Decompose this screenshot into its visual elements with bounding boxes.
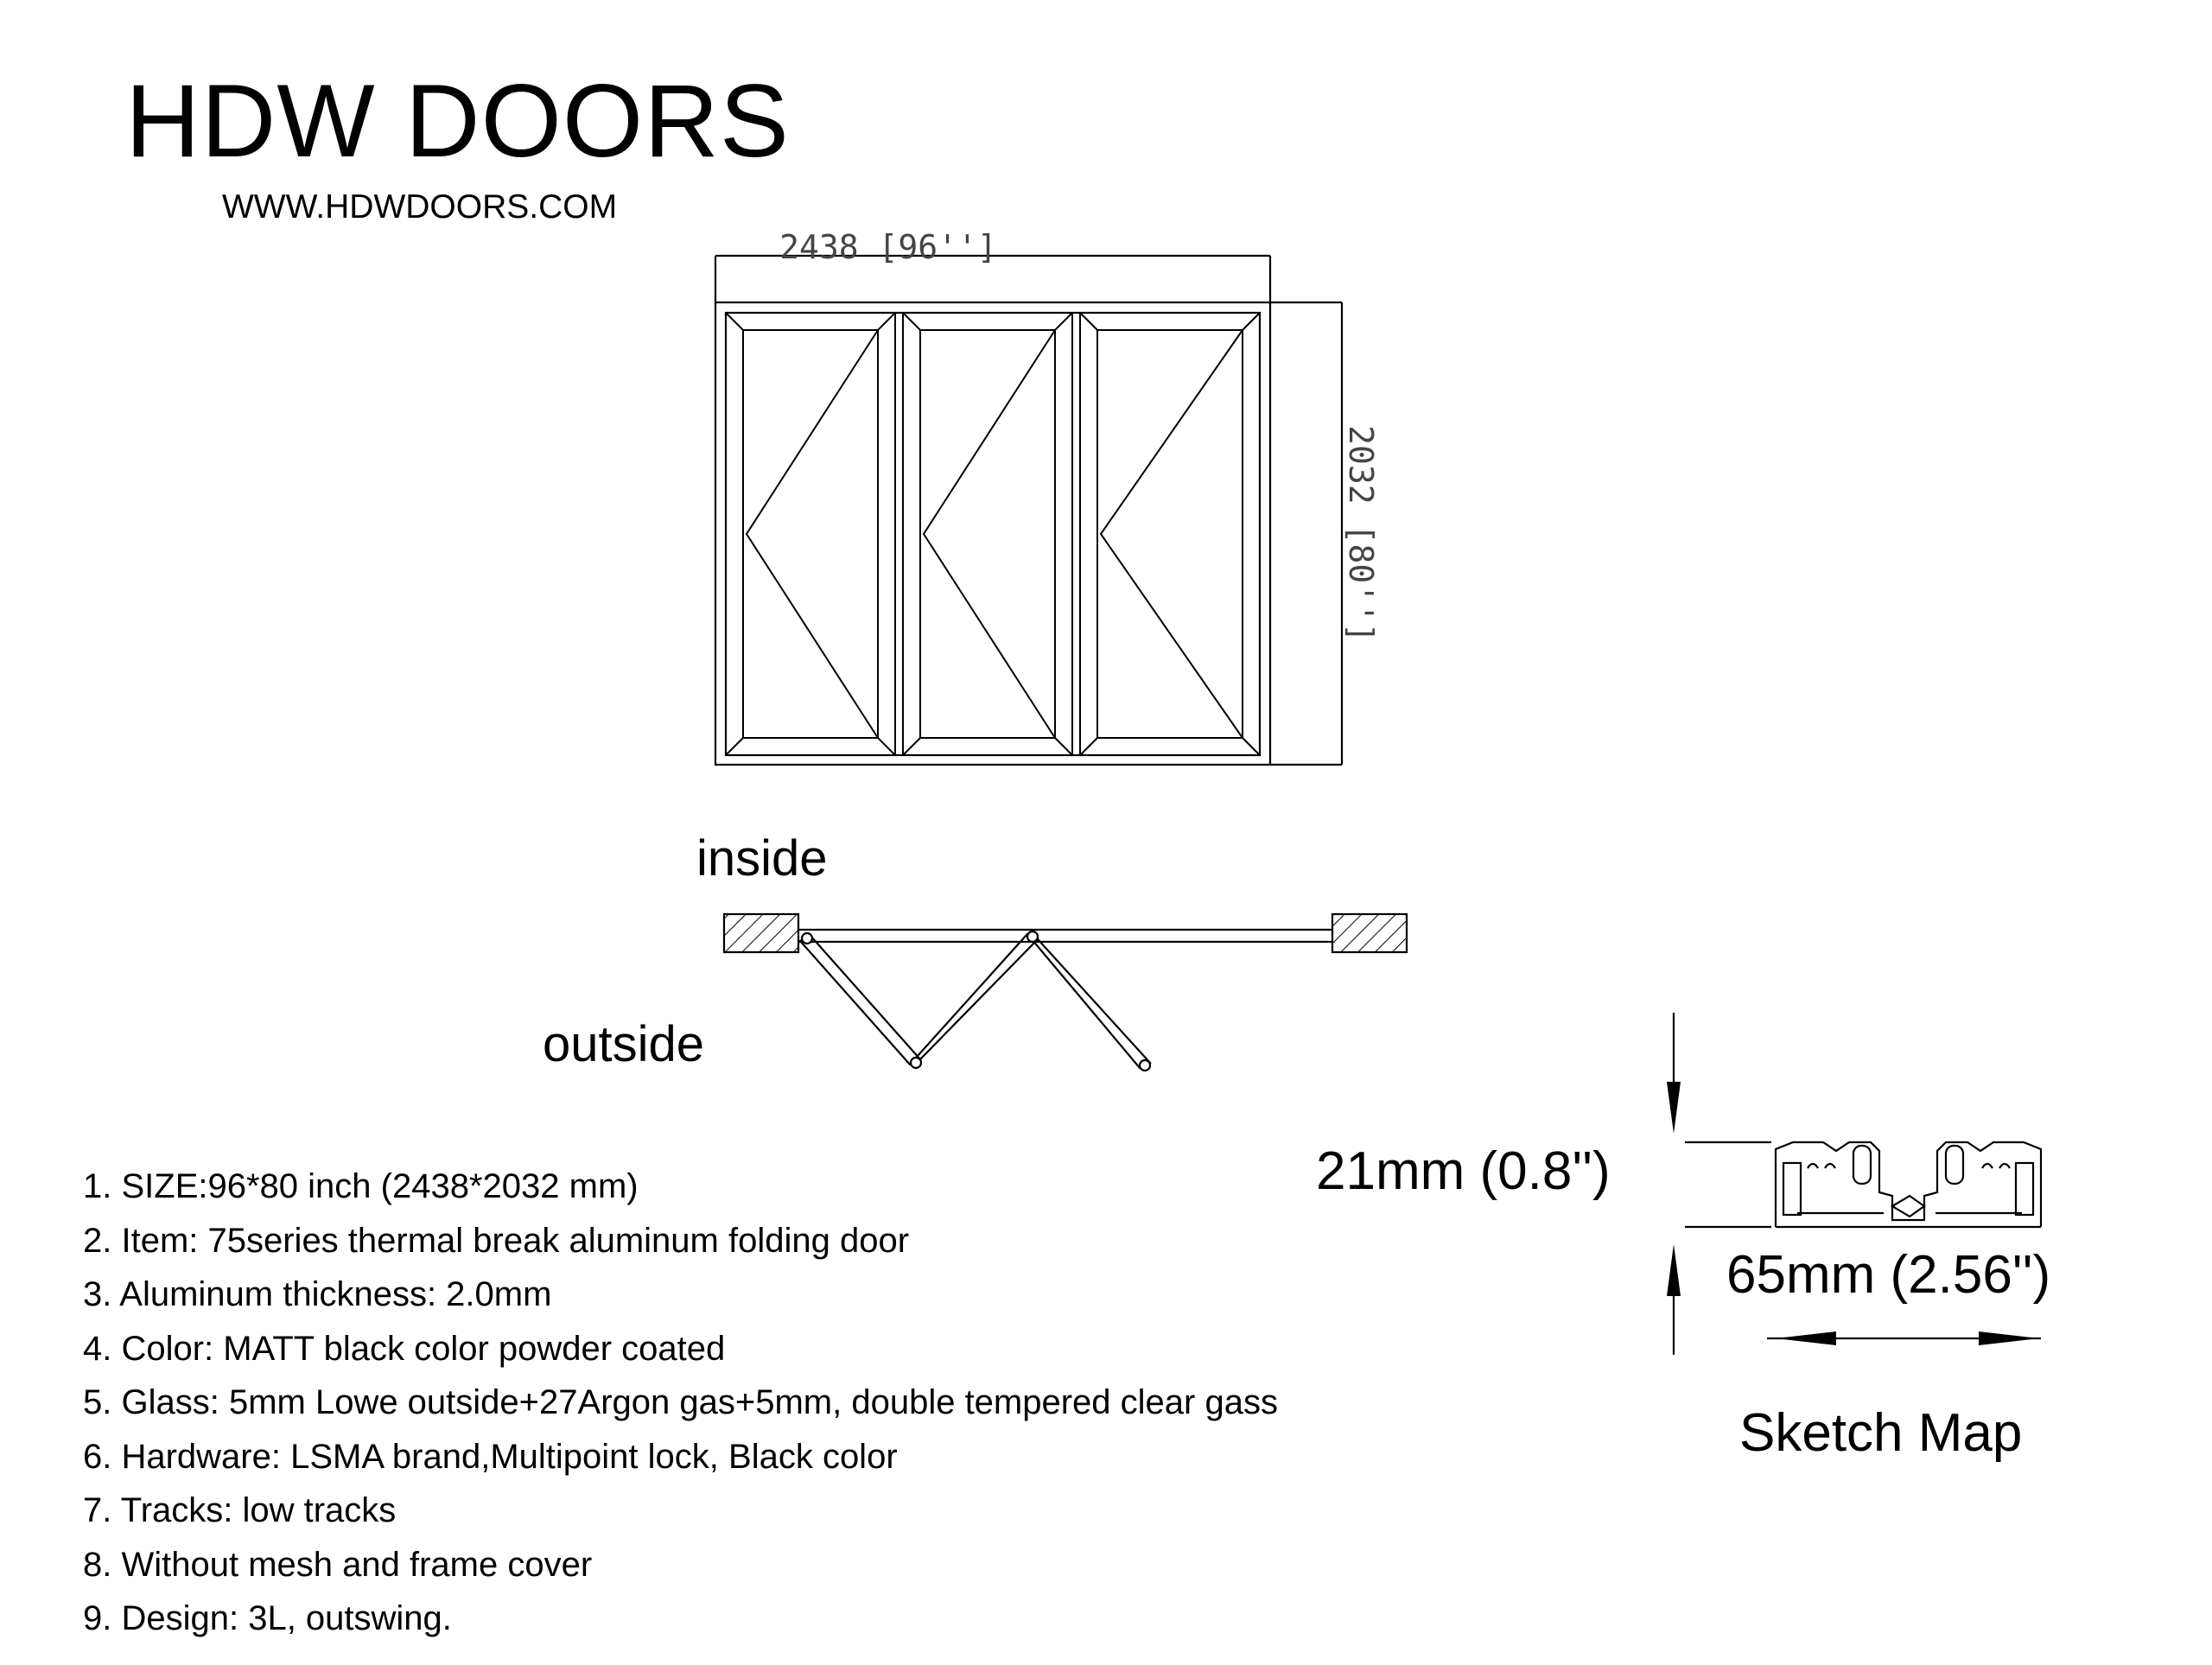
spec-item-mesh: 8. Without mesh and frame cover xyxy=(83,1545,593,1584)
spec-item-glass: 5. Glass: 5mm Lowe outside+27Argon gas+5mm, double tempered clear gass xyxy=(83,1383,1278,1421)
height-dimension-text: 2032 [80''] xyxy=(1342,425,1380,643)
profile-height-label: 21mm (0.8'') xyxy=(1316,1141,1611,1201)
height-arrow-up xyxy=(1667,1244,1681,1296)
width-arrow-left xyxy=(1776,1331,1836,1345)
spec-item-tracks: 7. Tracks: low tracks xyxy=(83,1491,397,1529)
spec-item-thickness: 3. Aluminum thickness: 2.0mm xyxy=(83,1275,552,1313)
spec-item-color: 4. Color: MATT black color powder coated xyxy=(83,1329,726,1368)
brand-url: WWW.HDWDOORS.COM xyxy=(222,188,618,226)
profile-section xyxy=(1776,1142,2041,1227)
profile-width-label: 65mm (2.56'') xyxy=(1726,1245,2051,1305)
spec-item-product: 2. Item: 75series thermal break aluminum folding door xyxy=(83,1221,910,1260)
outside-label: outside xyxy=(543,1016,705,1072)
width-arrow-right xyxy=(1979,1331,2039,1345)
inside-label: inside xyxy=(696,830,828,887)
spec-item-hardware: 6. Hardware: LSMA brand,Multipoint lock, Black color xyxy=(83,1437,898,1476)
spec-list xyxy=(83,1160,1278,1646)
sketch-map-caption: Sketch Map xyxy=(1739,1403,2023,1463)
brand-title: HDW DOORS xyxy=(125,63,790,179)
spec-item-design: 9. Design: 3L, outswing. xyxy=(83,1599,452,1637)
height-arrow-down xyxy=(1667,1082,1681,1134)
spec-item-size: 1. SIZE:96*80 inch (2438*2032 mm) xyxy=(83,1167,639,1205)
width-dimension-text: 2438 [96''] xyxy=(779,228,997,266)
